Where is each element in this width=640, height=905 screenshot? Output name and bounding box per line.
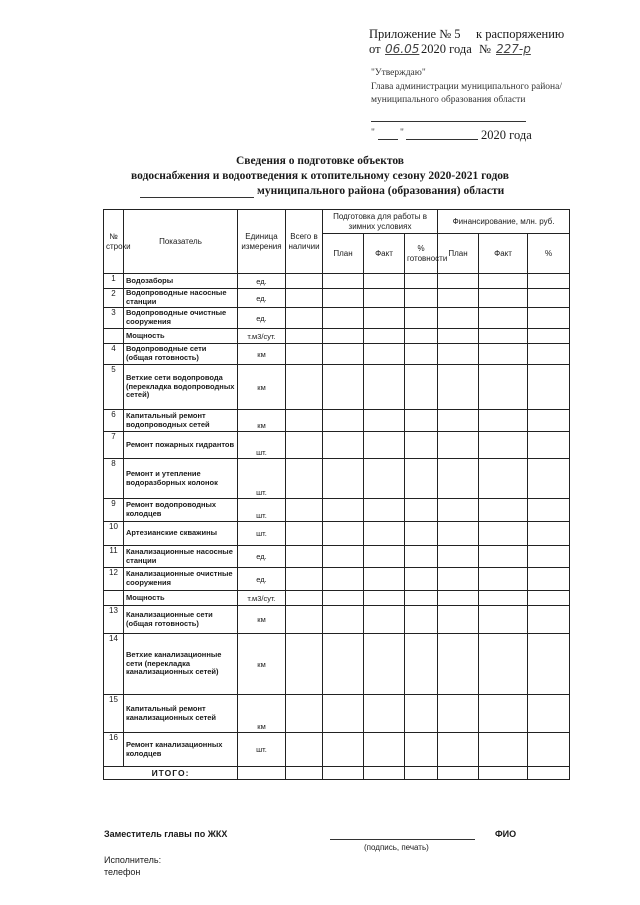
data-cell [323,606,364,634]
data-cell [405,546,438,568]
data-cell [323,274,364,289]
data-cell [438,365,479,410]
row-number [104,591,124,606]
data-cell [438,274,479,289]
data-cell [479,606,528,634]
phone-label: телефон [104,867,141,877]
row-number: 8 [104,459,124,499]
header-unit: Единица измерения [238,210,286,274]
table-row [104,344,570,365]
header-fin-plan: План [438,234,479,274]
annex-number: Приложение № 5 [369,27,461,41]
data-cell [405,274,438,289]
data-cell [286,546,323,568]
row-number: 11 [104,546,124,568]
data-cell [364,329,405,344]
header-fin-group: Финансирование, млн. руб. [438,210,570,234]
sign-quote-close: " [400,128,404,138]
data-cell [364,274,405,289]
row-number: 16 [104,733,124,767]
doc-title-line-1: Сведения о подготовке объектов [235,155,405,167]
header-indicator: Показатель [124,210,238,274]
data-cell [405,308,438,329]
data-cell [438,499,479,522]
data-cell [405,459,438,499]
data-cell [479,733,528,767]
order-number-sign: № [479,42,491,56]
data-cell [479,522,528,546]
data-cell [286,308,323,329]
row-number: 5 [104,365,124,410]
data-cell [323,410,364,432]
data-cell [364,634,405,695]
data-cell [405,432,438,459]
data-cell [364,695,405,733]
row-unit: км [238,695,286,733]
row-unit: т.м3/сут. [238,329,286,344]
row-indicator: Водопроводные насосные станции [124,289,238,308]
header-fin-fact: Факт [479,234,528,274]
data-cell [405,568,438,591]
data-cell [323,591,364,606]
row-indicator: Артезианские скважины [124,522,238,546]
table-row [104,634,570,695]
data-cell [323,308,364,329]
data-cell [479,432,528,459]
header-fin-pct: % [528,234,570,274]
data-cell [364,365,405,410]
data-cell [479,634,528,695]
table-row [104,546,570,568]
row-number: 6 [104,410,124,432]
order-date-prefix: от [369,42,381,56]
row-unit: шт. [238,522,286,546]
sign-quote-open: " [371,128,375,138]
row-number [104,329,124,344]
table-row [104,606,570,634]
data-cell [528,308,570,329]
data-cell [364,591,405,606]
data-cell [528,274,570,289]
deputy-signature-line [330,839,475,840]
data-cell [438,344,479,365]
data-cell [323,733,364,767]
table-row [104,591,570,606]
total-cell [528,767,570,780]
data-cell [438,634,479,695]
row-indicator: Ремонт канализационных колодцев [124,733,238,767]
data-cell [286,274,323,289]
data-cell [364,499,405,522]
table-row [104,308,570,329]
row-indicator: Канализационные очистные сооружения [124,568,238,591]
data-cell [479,289,528,308]
total-label: ИТОГО: [104,767,238,780]
data-cell [286,410,323,432]
header-prep-group: Подготовка для работы в зимних условиях [323,210,438,234]
row-unit: ед. [238,289,286,308]
row-indicator: Ветхие канализационные сети (перекладка канализационных сетей) [124,634,238,695]
row-number: 3 [104,308,124,329]
data-cell [286,459,323,499]
approve-label: "Утверждаю" [371,68,426,78]
data-cell [323,365,364,410]
data-cell [438,308,479,329]
header-prep-fact: Факт [364,234,405,274]
data-cell [438,733,479,767]
data-cell [528,695,570,733]
data-cell [479,308,528,329]
data-cell [438,289,479,308]
table-row [104,329,570,344]
data-cell [405,733,438,767]
row-indicator: Мощность [124,329,238,344]
data-cell [528,344,570,365]
data-cell [323,432,364,459]
row-unit: км [238,606,286,634]
row-unit: ед. [238,568,286,591]
data-cell [528,410,570,432]
data-cell [438,591,479,606]
total-cell [364,767,405,780]
data-cell [528,329,570,344]
data-cell [364,432,405,459]
data-cell [364,344,405,365]
data-cell [286,365,323,410]
row-unit: ед. [238,274,286,289]
data-cell [479,695,528,733]
district-blank-line [140,197,254,198]
total-cell [238,767,286,780]
row-indicator: Канализационные насосные станции [124,546,238,568]
data-cell [323,499,364,522]
data-cell [438,568,479,591]
data-cell [479,546,528,568]
row-indicator: Капитальный ремонт канализационных сетей [124,695,238,733]
row-indicator: Водозаборы [124,274,238,289]
row-indicator: Канализационные сети (общая готовность) [124,606,238,634]
row-unit: км [238,634,286,695]
row-number: 2 [104,289,124,308]
table-row [104,695,570,733]
data-cell [438,546,479,568]
row-unit: т.м3/сут. [238,591,286,606]
data-cell [323,329,364,344]
data-cell [323,546,364,568]
data-cell [528,591,570,606]
data-cell [479,344,528,365]
data-cell [364,568,405,591]
data-cell [323,344,364,365]
executor-label: Исполнитель: [104,855,162,865]
data-cell [405,289,438,308]
signature-line [371,121,526,122]
table-row [104,289,570,308]
data-cell [286,695,323,733]
header-prep-plan: План [323,234,364,274]
data-cell [528,568,570,591]
row-unit: км [238,365,286,410]
data-cell [286,432,323,459]
data-cell [405,591,438,606]
data-cell [528,546,570,568]
data-cell [323,522,364,546]
table-row [104,274,570,289]
row-number: 1 [104,274,124,289]
deputy-label: Заместитель главы по ЖКХ [104,829,228,839]
data-cell [438,410,479,432]
data-cell [405,606,438,634]
data-cell [528,289,570,308]
data-cell [323,634,364,695]
data-cell [479,274,528,289]
row-number: 13 [104,606,124,634]
table-row [104,432,570,459]
data-cell [528,522,570,546]
signature-hint: (подпись, печать) [364,843,429,852]
data-cell [323,695,364,733]
data-cell [364,733,405,767]
row-indicator: Ремонт и утепление водоразборных колонок [124,459,238,499]
data-cell [528,365,570,410]
data-cell [323,289,364,308]
data-cell [286,568,323,591]
data-cell [286,606,323,634]
row-unit: шт. [238,499,286,522]
row-unit: шт. [238,733,286,767]
fio-label: ФИО [495,829,517,839]
row-unit: шт. [238,459,286,499]
row-indicator: Мощность [124,591,238,606]
data-cell [286,634,323,695]
row-number: 14 [104,634,124,695]
header-prep-pct: % готовности [405,234,438,274]
data-cell [286,344,323,365]
table-row [104,568,570,591]
data-cell [405,365,438,410]
data-cell [405,344,438,365]
data-cell [405,695,438,733]
head-line-1: Глава администрации муниципального района/ [371,82,562,92]
total-cell [479,767,528,780]
row-unit: ед. [238,546,286,568]
row-number: 15 [104,695,124,733]
sign-month-line [406,139,478,140]
order-number-handwritten: 227-р [496,42,531,56]
data-cell [323,568,364,591]
data-cell [528,733,570,767]
data-cell [479,329,528,344]
data-cell [364,606,405,634]
data-cell [323,459,364,499]
data-cell [528,459,570,499]
order-date-handwritten: 06.05 [385,42,420,56]
row-number: 12 [104,568,124,591]
row-indicator: Ремонт пожарных гидрантов [124,432,238,459]
data-cell [405,329,438,344]
data-cell [286,499,323,522]
doc-title-line-3: муниципального района (образования) области [257,185,505,197]
total-cell [405,767,438,780]
data-cell [364,289,405,308]
data-cell [364,410,405,432]
data-cell [438,459,479,499]
data-cell [438,695,479,733]
data-cell [479,591,528,606]
table-row [104,499,570,522]
row-unit: шт. [238,432,286,459]
data-cell [438,432,479,459]
data-cell [528,634,570,695]
data-cell [405,634,438,695]
data-cell [286,289,323,308]
data-cell [528,606,570,634]
data-cell [286,591,323,606]
row-number: 9 [104,499,124,522]
row-number: 10 [104,522,124,546]
data-cell [364,522,405,546]
total-cell [438,767,479,780]
data-cell [479,459,528,499]
table-row [104,522,570,546]
data-cell [405,522,438,546]
row-unit: ед. [238,308,286,329]
data-cell [438,522,479,546]
data-cell [286,329,323,344]
table-row [104,365,570,410]
report-table [103,209,570,780]
sign-year: 2020 года [481,128,532,142]
row-indicator: Капитальный ремонт водопроводных сетей [124,410,238,432]
row-number: 4 [104,344,124,365]
row-unit: км [238,344,286,365]
data-cell [364,459,405,499]
row-indicator: Ремонт водопроводных колодцев [124,499,238,522]
data-cell [286,733,323,767]
data-cell [479,365,528,410]
data-cell [405,410,438,432]
total-cell [286,767,323,780]
data-cell [438,606,479,634]
row-unit: км [238,410,286,432]
data-cell [479,568,528,591]
data-cell [405,499,438,522]
table-row [104,410,570,432]
head-line-2: муниципального образования области [371,95,526,105]
total-cell [323,767,364,780]
data-cell [528,499,570,522]
annex-to-order: к распоряжению [476,27,565,41]
sign-day-line [378,139,398,140]
data-cell [479,499,528,522]
data-cell [364,546,405,568]
row-indicator: Ветхие сети водопровода (перекладка водопроводных сетей) [124,365,238,410]
table-row [104,733,570,767]
table-row [104,459,570,499]
doc-title-line-2: водоснабжения и водоотведения к отопительному сезону 2020-2021 годов [131,170,509,182]
header-total: Всего в наличии [286,210,323,274]
data-cell [364,308,405,329]
data-cell [528,432,570,459]
row-number: 7 [104,432,124,459]
data-cell [286,522,323,546]
order-date-year: 2020 года [421,42,472,56]
row-indicator: Водопроводные сети (общая готовность) [124,344,238,365]
header-num: № строки [104,210,124,274]
data-cell [479,410,528,432]
data-cell [438,329,479,344]
row-indicator: Водопроводные очистные сооружения [124,308,238,329]
